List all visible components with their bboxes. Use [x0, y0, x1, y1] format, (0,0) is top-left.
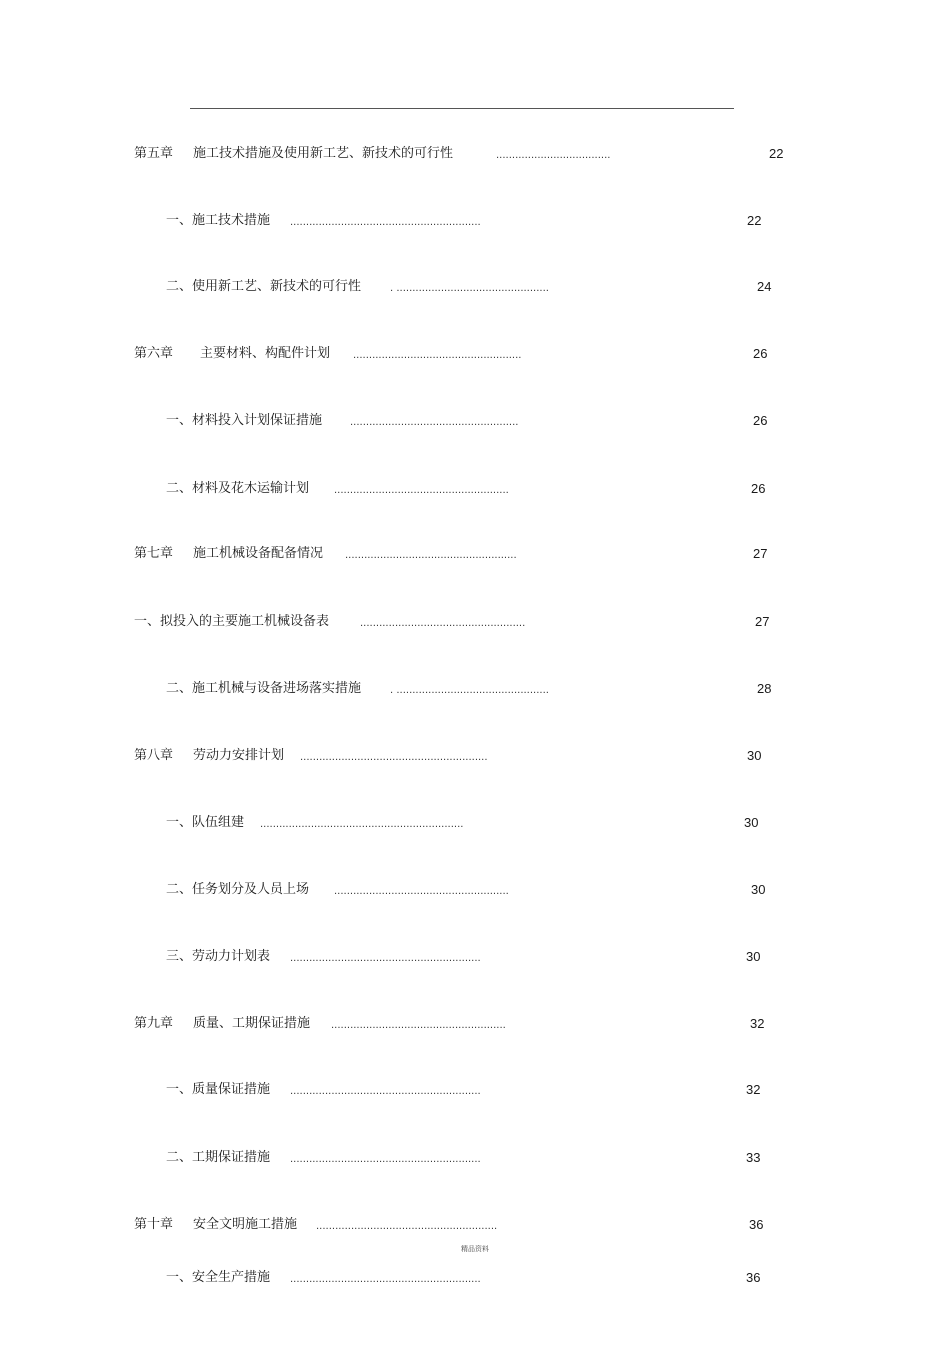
- chapter-number: 第六章: [134, 346, 174, 361]
- leader-dots: .....................................................: [353, 350, 522, 361]
- toc-title: 二、使用新工艺、新技术的可行性: [166, 279, 362, 294]
- header-rule: [190, 108, 734, 109]
- toc-title: 安全文明施工措施: [193, 1217, 298, 1232]
- chapter-number: 第九章: [134, 1016, 174, 1031]
- leader-dots: .......................................................: [334, 485, 509, 496]
- page-number: 22: [769, 146, 784, 161]
- leader-dots: .......................................................: [334, 886, 509, 897]
- toc-entry: [0, 880, 950, 900]
- page-number: 24: [757, 279, 772, 294]
- toc-title: 施工技术措施及使用新工艺、新技术的可行性: [193, 146, 454, 161]
- toc-title: 一、施工技术措施: [166, 213, 271, 228]
- page-number: 26: [753, 346, 768, 361]
- toc-entry: [0, 411, 950, 431]
- toc-title: 一、安全生产措施: [166, 1270, 271, 1285]
- page-number: 30: [746, 949, 761, 964]
- page-number: 30: [744, 815, 759, 830]
- leader-dots: . ................................................: [390, 283, 549, 294]
- leader-dots: ............................................................: [290, 1086, 481, 1097]
- footer-watermark: 精品资料: [461, 1245, 489, 1253]
- leader-dots: ............................................................: [290, 1154, 481, 1165]
- leader-dots: ............................................................: [290, 953, 481, 964]
- toc-chapter-7: [0, 544, 950, 564]
- toc-title: 质量、工期保证措施: [193, 1016, 311, 1031]
- toc-entry: [0, 211, 950, 231]
- toc-entry: [0, 947, 950, 967]
- toc-entry: [0, 1268, 950, 1288]
- toc-title: 一、质量保证措施: [166, 1082, 271, 1097]
- toc-title: 二、任务划分及人员上场: [166, 882, 310, 897]
- leader-dots: ....................................: [496, 150, 611, 161]
- toc-chapter-9: [0, 1014, 950, 1034]
- leader-dots: ...........................................................: [300, 752, 488, 763]
- toc-title: 一、材料投入计划保证措施: [166, 413, 323, 428]
- leader-dots: ....................................................: [360, 618, 526, 629]
- leader-dots: .......................................................: [331, 1020, 506, 1031]
- toc-entry: [0, 1080, 950, 1100]
- toc-title: 施工机械设备配备情况: [193, 546, 324, 561]
- toc-entry: [0, 479, 950, 499]
- chapter-number: 第五章: [134, 146, 174, 161]
- page-number: 36: [749, 1217, 764, 1232]
- toc-entry: [0, 277, 950, 297]
- toc-title: 二、工期保证措施: [166, 1150, 271, 1165]
- toc-title: 三、劳动力计划表: [166, 949, 271, 964]
- page-number: 27: [755, 614, 770, 629]
- chapter-number: 第八章: [134, 748, 174, 763]
- page-number: 30: [747, 748, 762, 763]
- toc-title: 主要材料、构配件计划: [200, 346, 331, 361]
- toc-title: 一、拟投入的主要施工机械设备表: [134, 614, 330, 629]
- chapter-number: 第十章: [134, 1217, 174, 1232]
- toc-title: 一、队伍组建: [166, 815, 245, 830]
- page-number: 26: [751, 481, 766, 496]
- toc-title: 劳动力安排计划: [193, 748, 285, 763]
- page-number: 32: [746, 1082, 761, 1097]
- leader-dots: ............................................................: [290, 1274, 481, 1285]
- page-number: 30: [751, 882, 766, 897]
- page-number: 27: [753, 546, 768, 561]
- toc-chapter-10: [0, 1215, 950, 1235]
- leader-dots: ......................................................: [345, 550, 517, 561]
- toc-chapter-8: [0, 746, 950, 766]
- leader-dots: .....................................................: [350, 417, 519, 428]
- toc-chapter-5: [0, 144, 950, 164]
- toc-entry: [0, 612, 950, 632]
- leader-dots: ................................................................: [260, 819, 464, 830]
- page-number: 32: [750, 1016, 765, 1031]
- toc-entry: [0, 679, 950, 699]
- toc-entry: [0, 1148, 950, 1168]
- page-number: 28: [757, 681, 772, 696]
- page-number: 33: [746, 1150, 761, 1165]
- leader-dots: ............................................................: [290, 217, 481, 228]
- page-number: 36: [746, 1270, 761, 1285]
- toc-title: 二、施工机械与设备进场落实措施: [166, 681, 362, 696]
- toc-title: 二、材料及花木运输计划: [166, 481, 310, 496]
- page-number: 26: [753, 413, 768, 428]
- chapter-number: 第七章: [134, 546, 174, 561]
- leader-dots: . ................................................: [390, 685, 549, 696]
- page-number: 22: [747, 213, 762, 228]
- leader-dots: .........................................................: [316, 1221, 498, 1232]
- toc-entry: [0, 813, 950, 833]
- toc-chapter-6: [0, 344, 950, 364]
